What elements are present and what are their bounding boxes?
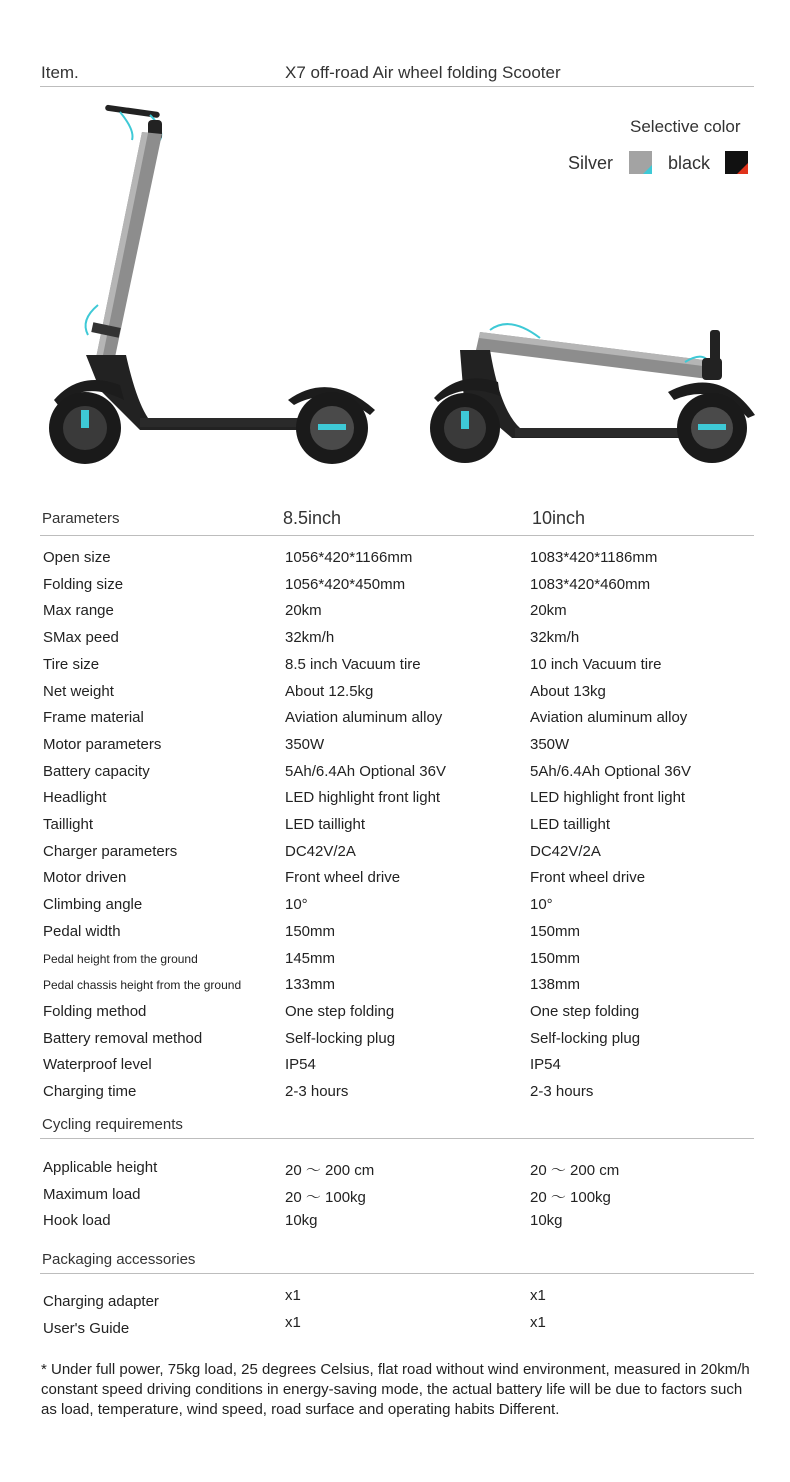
row-value-10: LED taillight — [530, 816, 611, 833]
parameters-header-10: 10inch — [532, 508, 586, 528]
footnote: * Under full power, 75kg load, 25 degrees Celsius, flat road without wind environment, measured in 20km/h constant speed driving conditions in energy-saving mode, the actual battery life will be due to factors such as load, temperature, wind speed, road surface and operating habits Different. — [41, 1361, 750, 1418]
parameters-header-label: Parameters — [42, 510, 120, 527]
row-value-10: 150mm — [530, 922, 581, 940]
row-value-10: 20 ～ 200 cm — [530, 1162, 620, 1179]
row-value-10: 150mm — [530, 949, 581, 967]
row-value-10: One step folding — [530, 1002, 640, 1020]
row-value-85: LED highlight front light — [285, 789, 441, 807]
row-value-85: 350W — [285, 735, 325, 753]
table-row — [0, 865, 790, 891]
row-value-10: IP54 — [530, 1056, 561, 1074]
row-value-85: 20km — [285, 602, 322, 620]
packaging-title: Packaging accessories — [42, 1251, 196, 1268]
row-label: User's Guide — [43, 1319, 130, 1337]
item-label: Item. — [41, 63, 79, 82]
row-label: Pedal width — [43, 922, 121, 940]
row-value-85: IP54 — [285, 1056, 316, 1074]
table-row — [0, 652, 790, 678]
row-value-10: 20km — [530, 602, 567, 620]
table-row — [0, 679, 790, 705]
row-value-10: x1 — [530, 1287, 546, 1304]
row-label: Folding size — [43, 575, 124, 593]
row-value-85: 1056*420*1166mm — [285, 549, 413, 566]
header-divider — [40, 86, 754, 87]
black-swatch[interactable] — [725, 151, 748, 174]
row-value-10: 20 ～ 100kg — [530, 1188, 611, 1206]
row-value-10: 350W — [530, 735, 570, 753]
table-row — [0, 759, 790, 785]
color-option-black-label: black — [668, 153, 711, 173]
row-label: Taillight — [43, 816, 94, 833]
row-label: Motor parameters — [43, 735, 162, 753]
row-label: Charger parameters — [43, 842, 178, 860]
row-value-10: DC42V/2A — [530, 842, 601, 860]
row-value-10: LED highlight front light — [530, 789, 686, 807]
row-value-85: LED taillight — [285, 816, 366, 833]
row-value-85: 1056*420*450mm — [285, 575, 406, 593]
scooter-open-image — [40, 100, 390, 470]
row-value-85: 20 ～ 100kg — [285, 1188, 366, 1206]
table-row — [0, 1289, 790, 1315]
row-label: Motor driven — [43, 869, 127, 887]
row-value-10: 1083*420*1186mm — [530, 549, 658, 566]
table-row — [0, 1208, 790, 1234]
table-row — [0, 919, 790, 945]
row-value-85: 133mm — [285, 976, 336, 994]
row-label: Hook load — [43, 1212, 111, 1230]
parameters-divider — [40, 535, 754, 536]
cycling-title: Cycling requirements — [42, 1116, 183, 1133]
table-row — [0, 1026, 790, 1052]
row-value-10: 10° — [530, 896, 553, 914]
row-value-85: Front wheel drive — [285, 869, 401, 887]
row-label: Max range — [43, 602, 114, 620]
row-value-10: 2-3 hours — [530, 1083, 594, 1100]
row-label: Applicable height — [43, 1159, 158, 1176]
row-value-10: About 13kg — [530, 682, 606, 700]
row-value-85: 32km/h — [285, 629, 335, 647]
row-value-85: 20 ～ 200 cm — [285, 1162, 375, 1179]
table-row — [0, 1182, 790, 1208]
table-row — [0, 1313, 790, 1342]
row-value-10: Aviation aluminum alloy — [530, 709, 688, 727]
row-label: Battery removal method — [43, 1029, 203, 1047]
row-label: Pedal chassis height from the ground — [43, 978, 242, 993]
table-row — [0, 892, 790, 918]
row-label: Battery capacity — [43, 762, 150, 780]
table-row — [0, 598, 790, 624]
row-value-85: 8.5 inch Vacuum tire — [285, 655, 421, 673]
table-row — [0, 839, 790, 865]
row-label: Open size — [43, 549, 111, 566]
row-value-10: 32km/h — [530, 629, 580, 647]
row-value-85: One step folding — [285, 1002, 395, 1020]
table-row — [0, 732, 790, 758]
row-value-85: 10° — [285, 896, 308, 914]
row-label: Waterproof level — [43, 1056, 152, 1074]
row-value-10: 1083*420*460mm — [530, 575, 651, 593]
product-name: X7 off-road Air wheel folding Scooter — [285, 63, 561, 82]
row-value-10: x1 — [530, 1313, 546, 1331]
row-value-10: 10 inch Vacuum tire — [530, 655, 662, 673]
table-row — [0, 705, 790, 731]
row-label: Tire size — [43, 655, 100, 673]
table-row — [0, 545, 790, 571]
table-row — [0, 785, 790, 811]
row-label: Charging time — [43, 1083, 137, 1100]
row-value-10: 5Ah/6.4Ah Optional 36V — [530, 762, 691, 780]
table-row — [0, 972, 790, 998]
selective-color-title: Selective color — [630, 117, 741, 136]
row-label: Headlight — [43, 789, 107, 807]
row-value-85: DC42V/2A — [285, 842, 356, 860]
table-row — [0, 1155, 790, 1181]
row-label: Climbing angle — [43, 896, 143, 914]
row-value-85: x1 — [285, 1287, 301, 1304]
row-value-85: 150mm — [285, 922, 336, 940]
table-row — [0, 1052, 790, 1078]
row-value-85: Aviation aluminum alloy — [285, 709, 443, 727]
row-value-85: 10kg — [285, 1212, 318, 1230]
table-row — [0, 1079, 790, 1105]
row-label: Frame material — [43, 709, 144, 727]
row-label: SMax peed — [43, 629, 119, 647]
cycling-divider — [40, 1138, 754, 1139]
row-label: Net weight — [43, 682, 114, 700]
row-label: Folding method — [43, 1002, 147, 1020]
row-label: Charging adapter — [43, 1293, 159, 1310]
table-row — [0, 946, 790, 972]
table-row — [0, 999, 790, 1025]
scooter-folded-image — [420, 310, 765, 475]
table-row — [0, 812, 790, 838]
row-value-10: 10kg — [530, 1212, 563, 1230]
row-value-10: Self-locking plug — [530, 1029, 641, 1047]
color-option-silver-label: Silver — [568, 153, 614, 173]
row-label: Maximum load — [43, 1185, 141, 1203]
row-value-85: Self-locking plug — [285, 1029, 396, 1047]
parameters-header-85: 8.5inch — [283, 508, 342, 528]
row-value-10: Front wheel drive — [530, 869, 646, 887]
row-value-85: x1 — [285, 1313, 301, 1331]
packaging-divider — [40, 1273, 754, 1274]
row-label: Pedal height from the ground — [43, 951, 198, 966]
row-value-85: 145mm — [285, 949, 336, 967]
table-row — [0, 572, 790, 598]
row-value-10: 138mm — [530, 976, 581, 994]
silver-swatch[interactable] — [629, 151, 652, 174]
row-value-85: 2-3 hours — [285, 1083, 349, 1100]
row-value-85: About 12.5kg — [285, 682, 374, 700]
table-row — [0, 625, 790, 651]
row-value-85: 5Ah/6.4Ah Optional 36V — [285, 762, 446, 780]
